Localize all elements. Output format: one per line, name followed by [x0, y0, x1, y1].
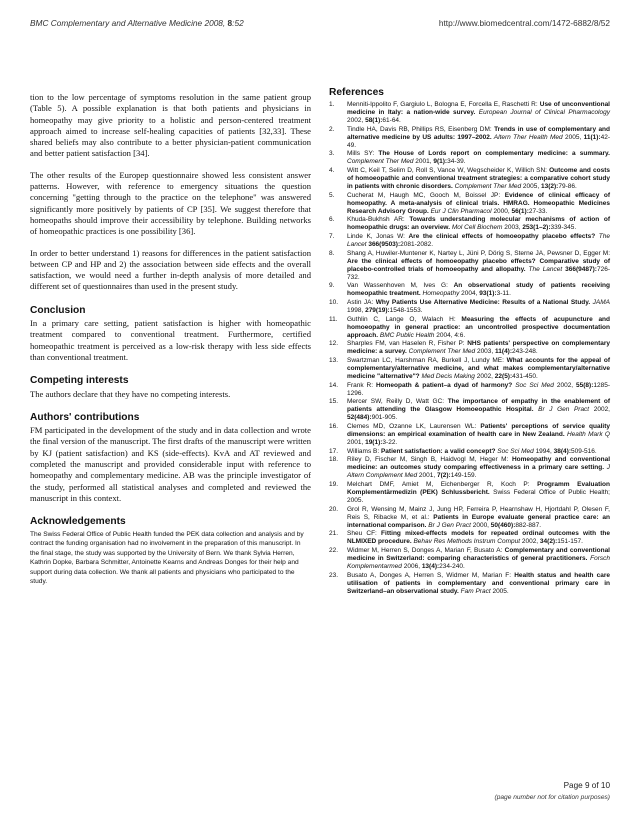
reference-number: 14.	[329, 381, 339, 389]
reference-title: Evidence of clinical efficacy of homeopathy. A meta-analysis of clinical trials. HMRAG. Homeopathic Medicines Research Advisory Group.	[347, 191, 610, 215]
body-column	[30, 92, 311, 597]
reference-number: 12.	[329, 340, 339, 348]
reference-authors: Swartzman LC, Harshman RA, Burkell J, Lundy ME:	[347, 357, 507, 365]
reference-volume: 93(1):	[479, 290, 497, 298]
discussion-paragraph: tion to the low percentage of symptoms resolution in the same patient group (Table 5). A possible explanation is that both patients and physicians in homeopathy may give priority to a holistic and person-centered treatment approach aimed to increase self-healing capacities of patients [32,33]. These shared beliefs may also contribute to a better physician-patient communication and better patient satisfaction [34].	[30, 92, 311, 159]
reference-pages: 431-450.	[512, 372, 538, 380]
reference-text	[347, 382, 610, 398]
reference-authors: Witt C, Keil T, Selim D, Roll S, Vance W, Wegscheider K, Willich SN:	[347, 166, 550, 174]
reference-item	[329, 506, 610, 530]
citation-note: (page number not for citation purposes)	[494, 794, 610, 801]
reference-title: An observational study of patients receiving homeopathic treatment.	[347, 282, 610, 298]
reference-year: 2002,	[476, 372, 495, 380]
acknowledgements-heading: Acknowledgements	[30, 516, 126, 528]
reference-item	[329, 448, 610, 456]
reference-item	[329, 192, 610, 216]
reference-journal: J Altern Complement Med	[347, 464, 610, 480]
reference-volume: 366(9503):	[368, 240, 401, 248]
reference-text	[347, 126, 610, 150]
reference-year: 2002,	[347, 116, 366, 124]
reference-journal: Br J Gen Pract	[426, 521, 473, 529]
reference-volume: 56(1):	[511, 207, 529, 215]
reference-title: The importance of empathy in the enablement of patients attending the Glasgow Homoeopathic Hospital.	[347, 398, 611, 414]
reference-item	[329, 150, 610, 166]
reference-title: Health status and health care utilisation of patients in complementary and conventional primary care in Switzerland–an observational study.	[347, 571, 610, 595]
reference-year: 2003,	[476, 348, 496, 356]
reference-volume: 11(4):	[495, 348, 513, 356]
acknowledgements-text: The Swiss Federal Office of Public Health funded the PEK data collection and analysis and by contract the funding organisation had no involvement in the preparation of this manuscript. In the final stage, the study was supported by the University of Bern. We thank Sylvia Herren, Kathrin Dopke, Barbara Schmitter, Antoinette Kearns and Andreas Donges for their help and support during data collection. We thank all patients and physicians who participated to the study.	[30, 530, 304, 586]
reference-journal: Complement Ther Med	[347, 158, 416, 166]
reference-authors: Astin JA:	[347, 299, 376, 306]
reference-pages: 149-159.	[450, 472, 477, 480]
reference-number: 4.	[329, 166, 335, 174]
reference-journal: JAMA	[590, 299, 610, 306]
reference-item	[329, 530, 610, 546]
reference-year: 2002,	[521, 538, 540, 546]
references-heading: References	[329, 87, 384, 98]
reference-pages: 27-33.	[528, 207, 548, 215]
reference-text	[347, 233, 610, 249]
reference-year: 1994,	[535, 447, 554, 455]
reference-year: 2003,	[504, 224, 523, 232]
reference-pages: 339-345.	[550, 224, 577, 232]
reference-journal: BMC Public Health	[378, 331, 437, 339]
reference-title: Use of unconventional medicine in Italy: a nation-wide survey.	[347, 100, 610, 116]
reference-pages: 3-11.	[496, 290, 511, 298]
reference-text	[347, 572, 610, 596]
competing-interests-text: The authors declare that they have no competing interests.	[30, 388, 231, 399]
reference-journal: Soc Sci Med	[495, 447, 536, 455]
reference-text	[347, 316, 610, 340]
reference-journal: Complement Ther Med	[406, 348, 477, 356]
reference-journal: Soc Sci Med	[512, 381, 557, 389]
reference-text	[347, 250, 610, 282]
reference-authors: Clemes MD, Ozanne LK, Laurensen WL:	[347, 423, 481, 431]
reference-journal: The Lancet	[525, 265, 566, 273]
reference-number: 20.	[329, 505, 339, 513]
reference-number: 8.	[329, 249, 335, 257]
reference-year: 2005,	[564, 133, 584, 141]
reference-pages: 4:6.	[454, 331, 466, 339]
reference-volume: 11(1):	[583, 133, 601, 141]
reference-title: Towards understanding molecular mechanisms of action of homeopathic drugs: an overview.	[347, 216, 611, 232]
reference-title: Are the clinical effects of homoeopathy placebo effects? Comparative study of placebo-controlled trials of homoeopathy and allopathy.	[347, 257, 610, 273]
reference-item	[329, 547, 610, 571]
reference-text	[347, 506, 610, 530]
reference-title: Patients in Europe evaluate general practice care: an international comparison.	[347, 513, 610, 529]
reference-volume: 22(5):	[494, 372, 513, 380]
reference-year: 2000,	[472, 521, 491, 529]
reference-year: 2001,	[418, 472, 437, 480]
reference-number: 13.	[329, 357, 339, 365]
page-number: Page 9 of 10	[563, 781, 610, 790]
reference-item	[329, 398, 610, 422]
reference-pages: 882-887.	[515, 521, 542, 529]
reference-title: Complementary and conventional medicine in Switzerland: comparing characteristics of general practitioners.	[347, 547, 610, 563]
reference-authors: Mercer SW, Reilly D, Watt GC:	[347, 398, 448, 406]
reference-title: Fitting mixed-effects models for repeated ordinal outcomes with the NLMIXED procedure.	[347, 530, 610, 546]
reference-number: 16.	[329, 423, 339, 431]
reference-volume: 253(1–2):	[522, 224, 551, 232]
reference-item	[329, 167, 610, 191]
reference-year: 2005,	[522, 182, 541, 190]
reference-text	[347, 192, 610, 216]
reference-text	[347, 101, 610, 125]
reference-year: 1998,	[347, 306, 366, 314]
reference-pages: 151-157.	[557, 538, 583, 546]
reference-title: Programm Evaluation Komplementärmedizin (PEK) Schlussbericht.	[347, 481, 611, 497]
reference-volume: 58(1):	[365, 116, 383, 124]
reference-authors: Van Wassenhoven M, Ives G:	[347, 282, 454, 290]
reference-item	[329, 316, 610, 340]
running-header	[30, 18, 610, 32]
reference-title: Why Patients Use Alternative Medicine: Results of a National Study.	[375, 299, 591, 306]
reference-journal: Homeopathy	[420, 290, 462, 298]
reference-text	[347, 423, 610, 447]
reference-pages: 34-39.	[447, 158, 466, 166]
contributions-heading: Authors' contributions	[30, 411, 140, 423]
reference-volume: 279(19):	[365, 306, 390, 314]
reference-text	[347, 398, 610, 422]
reference-volume: 34(2):	[539, 538, 558, 546]
reference-pages: 1285-1296.	[347, 381, 610, 397]
reference-volume: 55(8):	[576, 381, 594, 389]
reference-authors: Widmer M, Herren S, Donges A, Marian F, Busato A:	[347, 547, 505, 555]
reference-item	[329, 216, 610, 232]
reference-text	[347, 481, 610, 505]
journal-citation: BMC Complementary and Alternative Medicine 2008, 8:52	[30, 18, 244, 28]
reference-authors: Tindle HA, Davis RB, Phillips RS, Eisenberg DM:	[347, 125, 495, 133]
reference-journal: Eur J Clin Pharmacol	[428, 207, 494, 215]
reference-title: Homeopath & patient–a dyad of harmony?	[375, 381, 513, 389]
reference-year: 2002,	[593, 406, 610, 414]
reference-item	[329, 456, 610, 480]
reference-year: 2004,	[461, 290, 480, 298]
reference-authors: Melchart DMF, Amiet M, Eichenberger R, Koch P:	[347, 481, 538, 489]
reference-text	[347, 150, 610, 166]
reference-volume: 9(1):	[433, 158, 448, 166]
reference-title: The House of Lords report on complementary medicine: a summary.	[378, 150, 610, 158]
reference-text	[347, 357, 610, 381]
reference-volume: 19(1):	[365, 438, 383, 446]
reference-item	[329, 382, 610, 398]
reference-authors: Sheu CF:	[347, 530, 382, 538]
reference-authors: Mills SY:	[347, 150, 379, 158]
reference-journal: Mol Cell Biochem	[450, 224, 505, 232]
reference-authors: Frank R:	[347, 381, 376, 389]
reference-year: 2002,	[556, 381, 577, 389]
reference-authors: Guthlin C, Lange O, Walach H:	[347, 315, 462, 323]
reference-pages: 1548-1553.	[389, 306, 423, 314]
reference-number: 7.	[329, 232, 335, 240]
reference-pages: 79-86.	[558, 182, 577, 190]
reference-item	[329, 299, 610, 315]
reference-journal: Br J Gen Pract	[533, 406, 594, 414]
reference-pages: 42-49.	[347, 133, 610, 149]
reference-item	[329, 481, 610, 505]
reference-text	[347, 530, 610, 546]
reference-journal: Forsch Komplementarmed	[347, 555, 611, 571]
reference-number: 19.	[329, 481, 339, 489]
reference-number: 22.	[329, 547, 339, 555]
article-url[interactable]: http://www.biomedcentral.com/1472-6882/8/52	[438, 18, 610, 28]
reference-text	[347, 282, 610, 298]
reference-item	[329, 572, 610, 596]
reference-authors: Khuda-Bukhsh AR:	[347, 216, 410, 224]
reference-pages: 726-732.	[347, 265, 610, 281]
reference-authors: Shang A, Huwiler-Muntener K, Nartey L, Jüni P, Dörig S, Sterne JA, Pewsner D, Egger M:	[347, 249, 610, 257]
reference-title: What accounts for the appeal of complementary/alternative medicine, and what makes complementary/alternative medicine "alternative"?	[347, 357, 610, 380]
reference-list	[329, 101, 610, 596]
reference-title: Outcome and costs of homoeopathic and conventional treatment strategies: a comparative cohort study in patients with chronic disorders.	[347, 166, 610, 190]
reference-number: 10.	[329, 299, 339, 306]
reference-volume: 38(4):	[553, 447, 571, 455]
reference-pages: 243-248.	[512, 348, 538, 356]
reference-journal: Behav Res Methods Instrum Comput	[411, 538, 522, 546]
reference-authors: Williams B:	[347, 447, 381, 455]
reference-number: 1.	[329, 100, 335, 108]
reference-number: 9.	[329, 282, 335, 290]
reference-year: 2001,	[347, 438, 366, 446]
reference-item	[329, 282, 610, 298]
reference-year: 2001,	[415, 158, 434, 166]
reference-authors: Sharples FM, van Haselen R, Fisher P:	[347, 340, 468, 348]
reference-year: 2004,	[436, 331, 455, 339]
reference-title: Patient satisfaction: a valid concept?	[380, 447, 496, 455]
reference-title: Are the clinical effects of homoeopathy placebo effects?	[408, 232, 596, 240]
competing-interests-heading: Competing interests	[30, 375, 129, 387]
reference-journal: The Lancet	[347, 232, 610, 248]
reference-authors: Menniti-Ippolito F, Gargiulo L, Bologna E, Forcella E, Raschetti R:	[347, 100, 540, 108]
reference-item	[329, 101, 610, 125]
reference-pages: 61-64.	[382, 116, 401, 124]
reference-number: 21.	[329, 530, 339, 538]
reference-item	[329, 357, 610, 381]
reference-text	[347, 448, 610, 456]
reference-authors: Busato A, Donges A, Herren S, Widmer M, Marian F:	[347, 571, 515, 579]
reference-title: Patients' perceptions of service quality dimensions: an empirical examination of health care in New Zealand.	[347, 423, 610, 439]
reference-authors: Linde K, Jonas W:	[347, 232, 409, 240]
reference-journal: Fam Pract	[458, 587, 493, 595]
reference-text	[347, 340, 610, 356]
reference-number: 23.	[329, 571, 339, 579]
reference-number: 5.	[329, 191, 335, 199]
reference-pages: 3-22.	[382, 438, 398, 446]
reference-year: 2006,	[403, 563, 422, 571]
discussion-paragraph: The other results of the Europep questionnaire showed less consistent answer patterns. However, with reference to emergency situations the question concerning "getting through to the practice on the telephone" was answered significantly more positively by patients of CP [35]. We suggest therefore that homeopaths should improve their accessibility by telephone. Building networks of homeopathic practices is one possibility [36].	[30, 169, 311, 237]
reference-journal: Altern Ther Health Med	[491, 133, 565, 141]
reference-journal: European Journal of Clinical Pharmacology	[475, 108, 610, 116]
contributions-text: FM participated in the development of the study and in data collection and wrote the final version of the manuscript. The first drafts of the manuscript were written by KJ (patient satisfaction) and KS (side-effects). KvA and AT reviewed and completed the manuscript and provided considerable input with reference to homeopathy and complementary medicine. AB was the principle investigator of the study, performed all statistical analyses and completed and reviewed the manuscript in this context.	[30, 425, 311, 503]
reference-title: Trends in use of complementary and alternative medicine by US adults: 1997–2002.	[347, 125, 610, 141]
reference-item	[329, 423, 610, 447]
reference-text	[347, 216, 610, 232]
reference-text	[347, 167, 610, 191]
reference-item	[329, 250, 610, 282]
reference-number: 18.	[329, 456, 339, 464]
page-footer	[495, 781, 610, 801]
reference-title: NHS patients' perspective on complementary medicine: a survey.	[347, 340, 611, 356]
reference-volume: 52(484):	[347, 414, 372, 422]
reference-volume: 13(4):	[421, 563, 440, 571]
references-column	[329, 89, 610, 596]
reference-year: 2000,	[493, 207, 512, 215]
reference-number: 3.	[329, 150, 335, 158]
reference-pages: 2081-2082.	[400, 240, 434, 248]
reference-item	[329, 233, 610, 249]
reference-number: 11.	[329, 315, 338, 323]
reference-number: 17.	[329, 447, 339, 455]
reference-year: 2005.	[492, 587, 509, 595]
reference-volume: 366(9487):	[565, 265, 597, 273]
reference-item	[329, 340, 610, 356]
reference-authors: Cucherat M, Haugh MC, Gooch M, Boissel JP:	[347, 191, 505, 199]
reference-pages: 234-240.	[439, 563, 465, 571]
reference-volume: 50(460):	[490, 521, 516, 529]
reference-number: 2.	[329, 125, 335, 133]
reference-number: 15.	[329, 398, 339, 406]
conclusion-text: In a primary care setting, patient satisfaction is higher with homeopathic treatment compared to conventional treatment. Furthermore, certified homeopathic treatment is perceived as a low-risk therapy with less side effects than conventional treatment.	[30, 318, 311, 362]
reference-pages: 901-905.	[371, 414, 398, 422]
reference-text	[347, 547, 610, 571]
reference-number: 6.	[329, 216, 335, 224]
reference-pages: Swiss Federal Office of Public Health; 2005.	[347, 489, 610, 505]
reference-text	[347, 299, 610, 315]
discussion-paragraph: In order to better understand 1) reasons for differences in the patient satisfaction between CP and HP and 2) the association between side effects and the overall satisfaction, we would need a further in-depth analysis of more detailed and different set of questionnaires than used in the present study.	[30, 247, 311, 292]
reference-pages: 509-516.	[570, 447, 597, 455]
reference-text	[347, 456, 610, 480]
reference-item	[329, 126, 610, 150]
reference-title: Homeopathy and conventional medicine: an outcomes study comparing effectiveness in a primary care setting.	[347, 456, 610, 472]
reference-title: Measuring the effects of acupuncture and homoeopathy in general practice: an uncontrolled prospective documentation approach.	[347, 315, 611, 339]
reference-journal: Complement Ther Med	[452, 182, 523, 190]
reference-volume: 13(2):	[541, 182, 559, 190]
reference-journal: Health Mark Q	[564, 431, 610, 439]
conclusion-heading: Conclusion	[30, 304, 86, 316]
reference-journal: Med Decis Making	[419, 372, 477, 380]
reference-volume: 7(2):	[436, 472, 451, 480]
reference-authors: Grol R, Wensing M, Mainz J, Jung HP, Ferreira P, Hearnshaw H, Hjortdahl P, Olesen F, Reis S, Ribacke M, et al.:	[347, 505, 610, 521]
reference-authors: Riley D, Fischer M, Singh B, Haidvogl M, Heger M:	[347, 456, 512, 464]
